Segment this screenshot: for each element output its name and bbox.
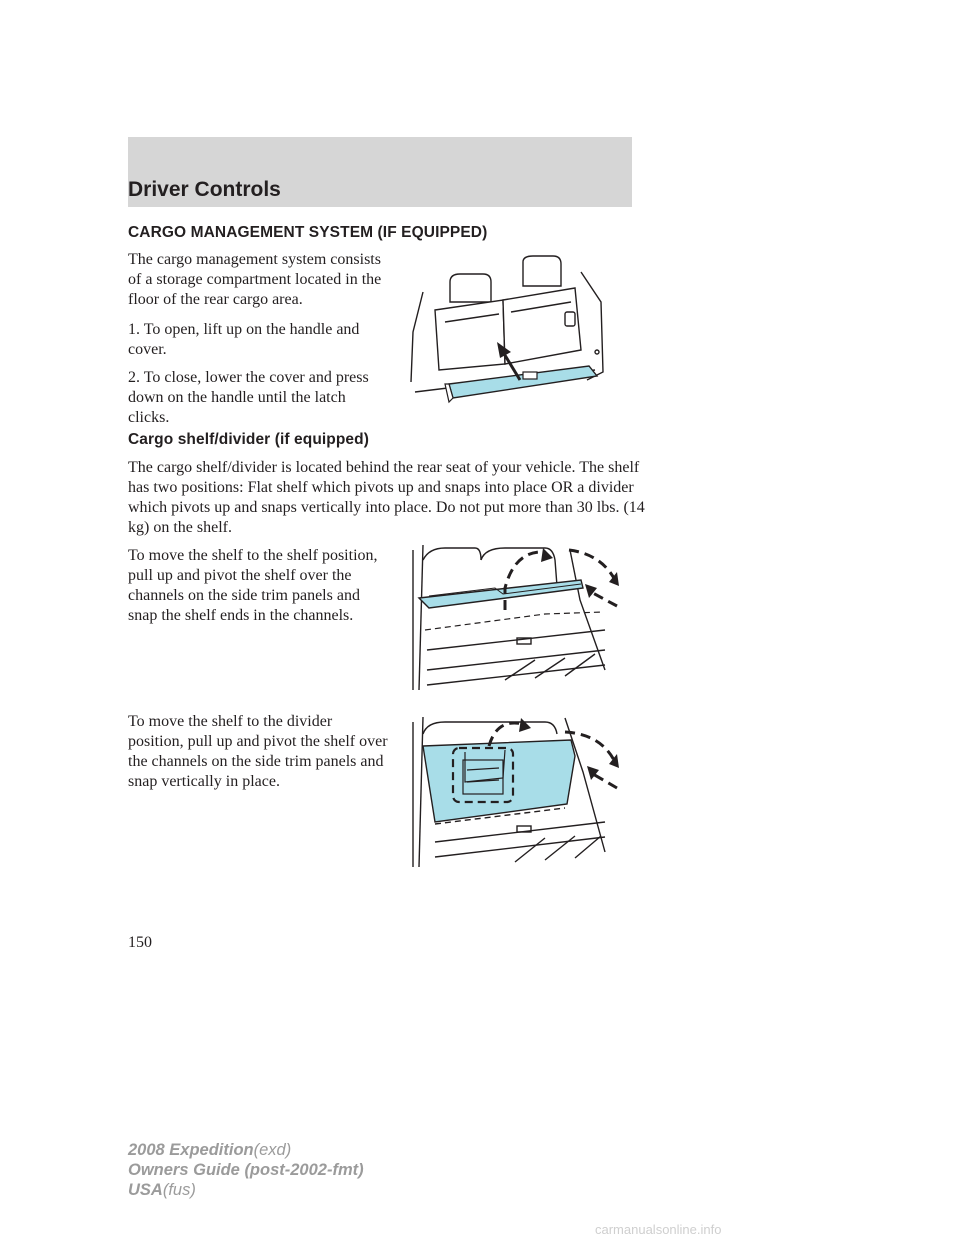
footer-model: 2008 Expedition [128, 1141, 254, 1159]
footer-model-code: (exd) [253, 1141, 292, 1159]
footer-guide: Owners Guide (post-2002-fmt) [128, 1161, 364, 1179]
cargo-management-intro: The cargo management system consists of a storage compartment located in the floor of the rear cargo area. [128, 251, 382, 308]
cargo-management-step2: 2. To close, lower the cover and press down on the handle until the latch clicks. [128, 369, 369, 426]
cargo-shelf-heading: Cargo shelf/divider (if equipped) [128, 431, 369, 448]
storage-compartment-illustration [405, 252, 615, 412]
cargo-shelf-intro: The cargo shelf/divider is located behind the rear seat of your vehicle. The shelf has two positions: Flat shelf which pivots up and snaps into place OR a divider which pivots up and snaps vertically into place. Do not put more than 30 lbs. (14 kg) on the shelf. [128, 459, 645, 536]
divider-position-illustration [405, 712, 630, 872]
footer-market-code: (fus) [162, 1181, 196, 1199]
cargo-management-heading: CARGO MANAGEMENT SYSTEM (IF EQUIPPED) [128, 224, 488, 241]
cargo-management-step1: 1. To open, lift up on the handle and cover. [128, 321, 360, 358]
shelf-position-instructions: To move the shelf to the shelf position, pull up and pivot the shelf over the channels on the side trim panels and snap the shelf ends in the channels. [128, 547, 378, 624]
footer [128, 1140, 364, 1200]
watermark[interactable]: carmanualsonline.info [595, 1222, 722, 1237]
shelf-position-illustration [405, 540, 630, 695]
footer-market: USA [128, 1181, 163, 1199]
divider-position-instructions: To move the shelf to the divider position, pull up and pivot the shelf over the channels on the side trim panels and snap vertically in place. [128, 713, 388, 790]
page-number: 150 [128, 934, 152, 951]
section-title: Driver Controls [128, 178, 281, 201]
